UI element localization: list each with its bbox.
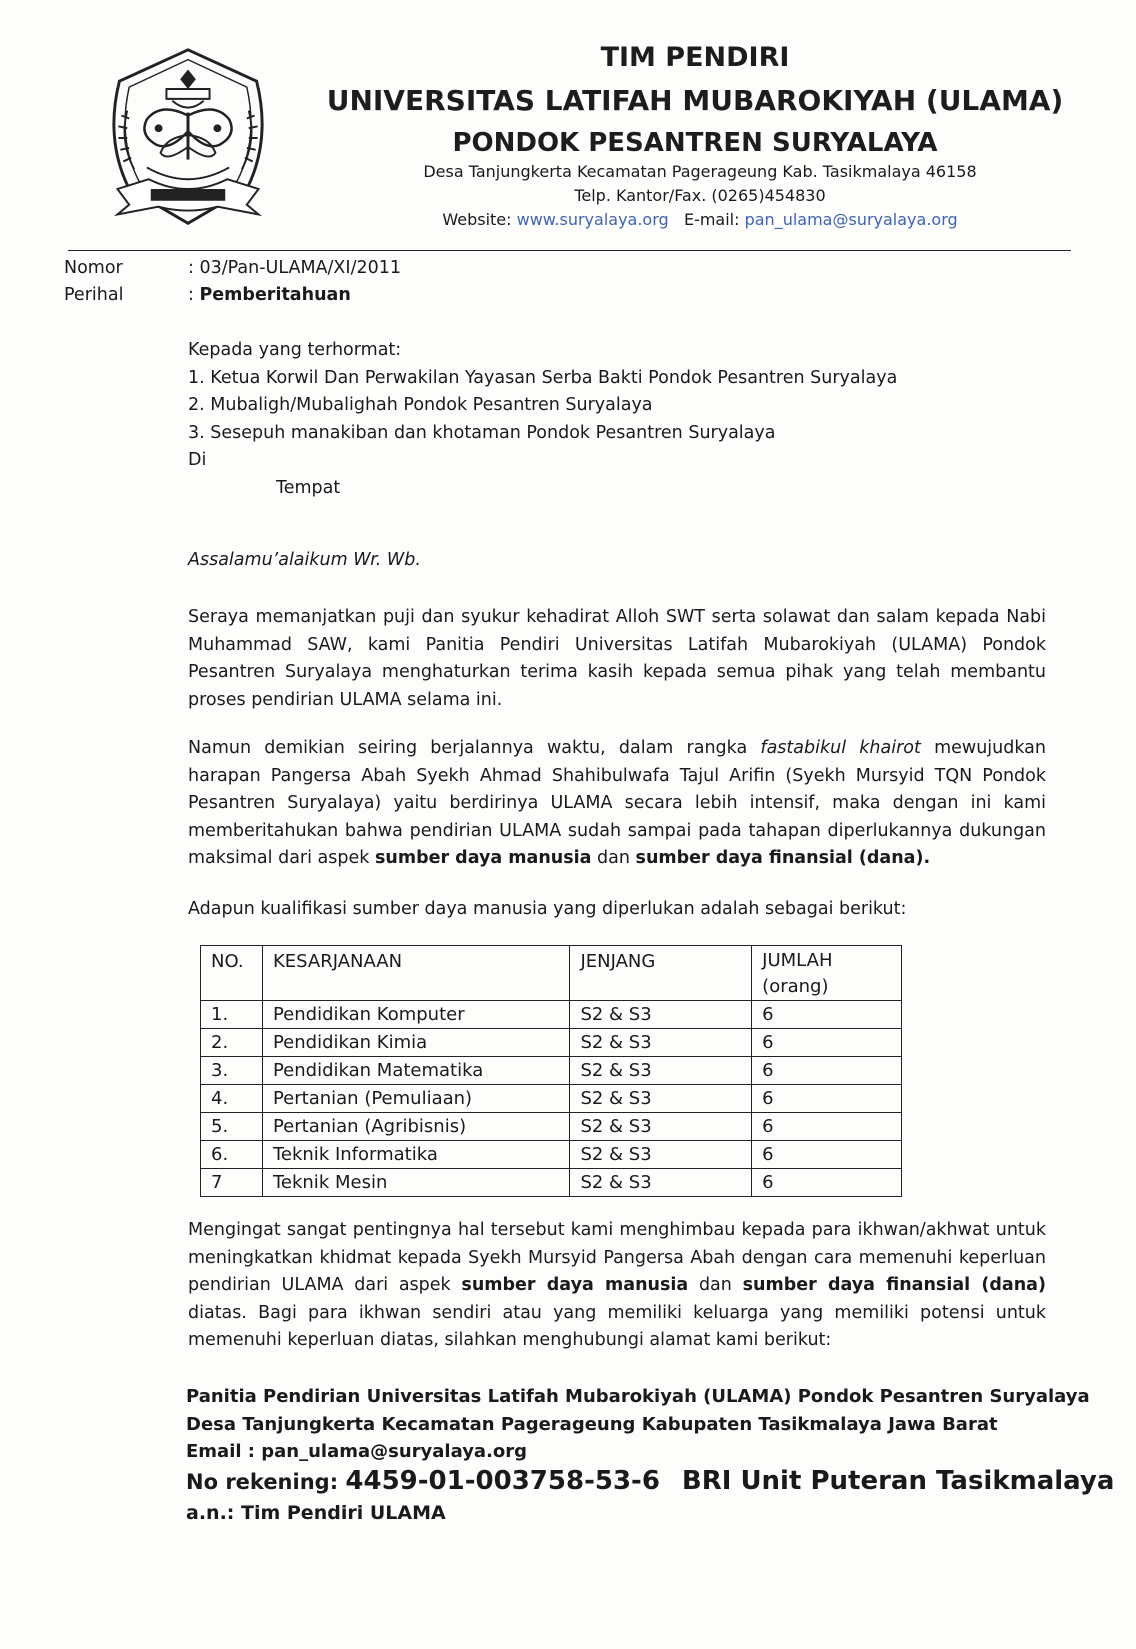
cell-jumlah: 6	[752, 1169, 902, 1197]
qualification-table	[200, 945, 902, 1197]
contact-line2: Desa Tanjungkerta Kecamatan Pagerageung Kabupaten Tasikmalaya Jawa Barat	[186, 1413, 998, 1435]
para2-text-e: dan	[591, 848, 636, 868]
account-holder: a.n.: Tim Pendiri ULAMA	[186, 1502, 446, 1524]
cell-jenjang: S2 & S3	[570, 1169, 752, 1197]
table-row	[201, 1029, 902, 1057]
email-link[interactable]: pan_ulama@suryalaya.org	[744, 210, 958, 229]
account-label: No rekening:	[186, 1470, 339, 1494]
cell-jumlah: 6	[752, 1001, 902, 1029]
nomor-value: : 03/Pan-ULAMA/XI/2011	[188, 258, 401, 278]
header-divider	[68, 250, 1071, 251]
cell-no: 7	[201, 1169, 263, 1197]
cell-kesarjanaan: Teknik Informatika	[262, 1141, 569, 1169]
perihal-value-line	[188, 285, 351, 305]
para4-bold-2: sumber daya finansial (dana)	[742, 1275, 1046, 1295]
header-phone: Telp. Kantor/Fax. (0265)454830	[574, 186, 826, 205]
header-address: Desa Tanjungkerta Kecamatan Pagerageung Kab. Tasikmalaya 46158	[423, 162, 977, 181]
recipients-block	[188, 337, 897, 502]
paragraph-2	[188, 735, 1046, 873]
col-header-no: NO.	[201, 946, 263, 1001]
para4-bold-1: sumber daya manusia	[461, 1275, 689, 1295]
table-row	[201, 1057, 902, 1085]
bank-name: BRI Unit Puteran Tasikmalaya	[681, 1466, 1115, 1496]
cell-jenjang: S2 & S3	[570, 1029, 752, 1057]
paragraph-3: Adapun kualifikasi sumber daya manusia yang diperlukan adalah sebagai berikut:	[188, 899, 907, 919]
contact-block	[186, 1383, 1090, 1466]
table-header-row	[201, 946, 902, 1001]
account-line	[186, 1466, 1114, 1496]
header-web-line	[300, 210, 1100, 229]
recipients-intro: Kepada yang terhormat:	[188, 340, 402, 360]
header-line3: PONDOK PESANTREN SURYALAYA	[452, 128, 938, 158]
paragraph-4	[188, 1217, 1046, 1355]
nomor-label: Nomor	[64, 258, 123, 278]
col-header-jumlah: JUMLAH (orang)	[752, 946, 902, 1001]
perihal-label: Perihal	[64, 285, 124, 305]
recipients-tempat: Tempat	[276, 477, 341, 498]
header-line2: UNIVERSITAS LATIFAH MUBAROKIYAH (ULAMA)	[326, 84, 1064, 117]
cell-no: 6.	[201, 1141, 263, 1169]
col-header-jenjang: JENJANG	[570, 946, 752, 1001]
cell-no: 4.	[201, 1085, 263, 1113]
recipient-item-1: 1. Ketua Korwil Dan Perwakilan Yayasan Serba Bakti Pondok Pesantren Suryalaya	[188, 367, 898, 388]
cell-jumlah: 6	[752, 1029, 902, 1057]
para4-text-e: diatas. Bagi para ikhwan sendiri atau yang memiliki keluarga yang memiliki potensi untuk memenuhi keperluan diatas, silahkan menghubungi alamat kami berikut:	[188, 1302, 1046, 1350]
para2-text-c: mewujudkan harapan Pangersa Abah Syekh Ahmad Shahibulwafa Tajul Arifin (Syekh Mursyid TQN Pondok Pesantren Suryalaya) yaitu berdirinya ULAMA secara lebih intensif, maka dengan ini kami memberitahukan bahwa pendirian ULAMA sudah sampai pada tahapan diperlukannya dukungan maksimal dari aspek	[188, 738, 1046, 868]
cell-jenjang: S2 & S3	[570, 1057, 752, 1085]
cell-jenjang: S2 & S3	[570, 1001, 752, 1029]
cell-kesarjanaan: Pertanian (Pemuliaan)	[262, 1085, 569, 1113]
cell-no: 5.	[201, 1113, 263, 1141]
cell-jenjang: S2 & S3	[570, 1113, 752, 1141]
table-row	[201, 1141, 902, 1169]
table-row	[201, 1169, 902, 1197]
para2-bold-1: sumber daya manusia	[374, 848, 592, 868]
para2-bold-2: sumber daya finansial (dana).	[635, 848, 931, 868]
contact-email: Email : pan_ulama@suryalaya.org	[186, 1441, 528, 1462]
cell-kesarjanaan: Teknik Mesin	[262, 1169, 569, 1197]
header-line1: TIM PENDIRI	[600, 42, 790, 73]
para2-text-a: Namun demikian seiring berjalannya waktu, dalam rangka	[188, 738, 761, 758]
cell-jumlah: 6	[752, 1113, 902, 1141]
para4-text-a: Mengingat sangat pentingnya hal tersebut kami menghimbau kepada para ikhwan/akhwat untuk meningkatkan khidmat kepada Syekh Mursyid Pangersa Abah dengan cara memenuhi keperluan pendirian ULAMA dari aspek	[188, 1220, 1046, 1295]
contact-line1: Panitia Pendirian Universitas Latifah Mubarokiyah (ULAMA) Pondok Pesantren Suryalaya	[186, 1386, 1090, 1407]
paragraph-1: Seraya memanjatkan puji dan syukur kehadirat Alloh SWT serta solawat dan salam kepada Nabi Muhammad SAW, kami Panitia Pendiri Universitas Latifah Mubarokiyah (ULAMA) Pondok Pesantren Suryalaya menghaturkan terima kasih kepada semua pihak yang telah membantu proses pendirian ULAMA selama ini.	[188, 607, 1046, 710]
cell-no: 1.	[201, 1001, 263, 1029]
perihal-value: Pemberitahuan	[199, 285, 351, 305]
col-header-kesarjanaan: KESARJANAAN	[262, 946, 569, 1001]
account-number: 4459-01-003758-53-6	[345, 1466, 660, 1496]
website-label: Website:	[442, 210, 512, 229]
greeting: Assalamu’alaikum Wr. Wb.	[188, 550, 421, 570]
website-link[interactable]: www.suryalaya.org	[516, 210, 669, 229]
recipient-item-2: 2. Mubaligh/Mubalighah Pondok Pesantren Suryalaya	[188, 395, 653, 415]
cell-jumlah: 6	[752, 1085, 902, 1113]
recipients-di: Di	[188, 450, 207, 470]
table-row	[201, 1113, 902, 1141]
table-row	[201, 1085, 902, 1113]
para4-text-c: dan	[688, 1275, 743, 1295]
cell-jumlah: 6	[752, 1141, 902, 1169]
cell-jenjang: S2 & S3	[570, 1085, 752, 1113]
email-label: E-mail:	[683, 210, 740, 229]
cell-jumlah: 6	[752, 1057, 902, 1085]
cell-no: 3.	[201, 1057, 263, 1085]
cell-kesarjanaan: Pendidikan Komputer	[262, 1001, 569, 1029]
perihal-colon: :	[188, 285, 194, 305]
cell-kesarjanaan: Pendidikan Matematika	[262, 1057, 569, 1085]
cell-no: 2.	[201, 1029, 263, 1057]
cell-kesarjanaan: Pertanian (Agribisnis)	[262, 1113, 569, 1141]
cell-jenjang: S2 & S3	[570, 1141, 752, 1169]
para2-italic: fastabikul khairot	[760, 738, 921, 758]
university-logo	[90, 42, 286, 238]
recipient-item-3: 3. Sesepuh manakiban dan khotaman Pondok Pesantren Suryalaya	[188, 422, 776, 443]
table-row	[201, 1001, 902, 1029]
cell-kesarjanaan: Pendidikan Kimia	[262, 1029, 569, 1057]
